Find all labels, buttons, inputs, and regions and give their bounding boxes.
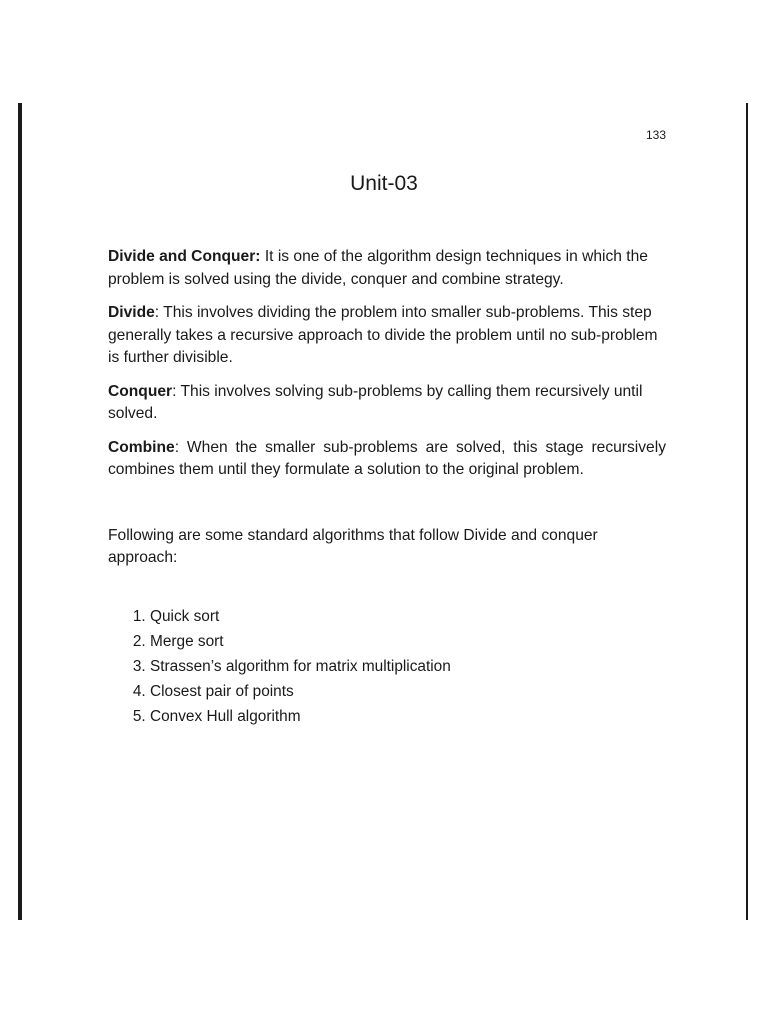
page-border-right	[746, 103, 748, 920]
algorithm-list	[108, 604, 666, 730]
paragraph-divide-and-conquer	[108, 246, 666, 291]
paragraph-divide	[108, 302, 666, 370]
list-item: 4. Closest pair of points	[150, 679, 666, 704]
term-conquer: Conquer	[108, 382, 173, 400]
page-border-left	[18, 103, 22, 920]
term-divide-and-conquer: Divide and Conquer:	[108, 248, 261, 265]
definition-divide-and-conquer: It is one of the algorithm design techniques in which the problem is solved using the divide, conquer and combine strategy.	[108, 248, 648, 288]
list-item: 1. Quick sort	[150, 604, 666, 629]
term-divide: Divide	[108, 304, 155, 321]
list-item: 3. Strassen’s algorithm for matrix multiplication	[150, 654, 666, 679]
definition-conquer: : This involves solving sub-problems by calling them recursively until solved.	[108, 382, 643, 422]
definition-combine: : When the smaller sub-problems are solved, this stage recursively combines them until they formulate a solution to the original problem.	[108, 438, 666, 478]
list-item: 2. Merge sort	[150, 629, 666, 654]
page-number: 133	[645, 128, 666, 142]
term-combine: Combine	[108, 438, 175, 456]
paragraph-conquer	[108, 381, 666, 426]
page-title: Unit-03	[350, 172, 418, 195]
list-item: 5. Convex Hull algorithm	[150, 704, 666, 729]
paragraph-combine	[108, 437, 666, 482]
definition-divide: : This involves dividing the problem into smaller sub-problems. This step generally takes a recursive approach to divide the problem until no sub-problem is further divisible.	[108, 304, 658, 366]
document-body	[108, 246, 666, 730]
algorithms-intro: Following are some standard algorithms that follow Divide and conquer approach:	[108, 526, 598, 566]
